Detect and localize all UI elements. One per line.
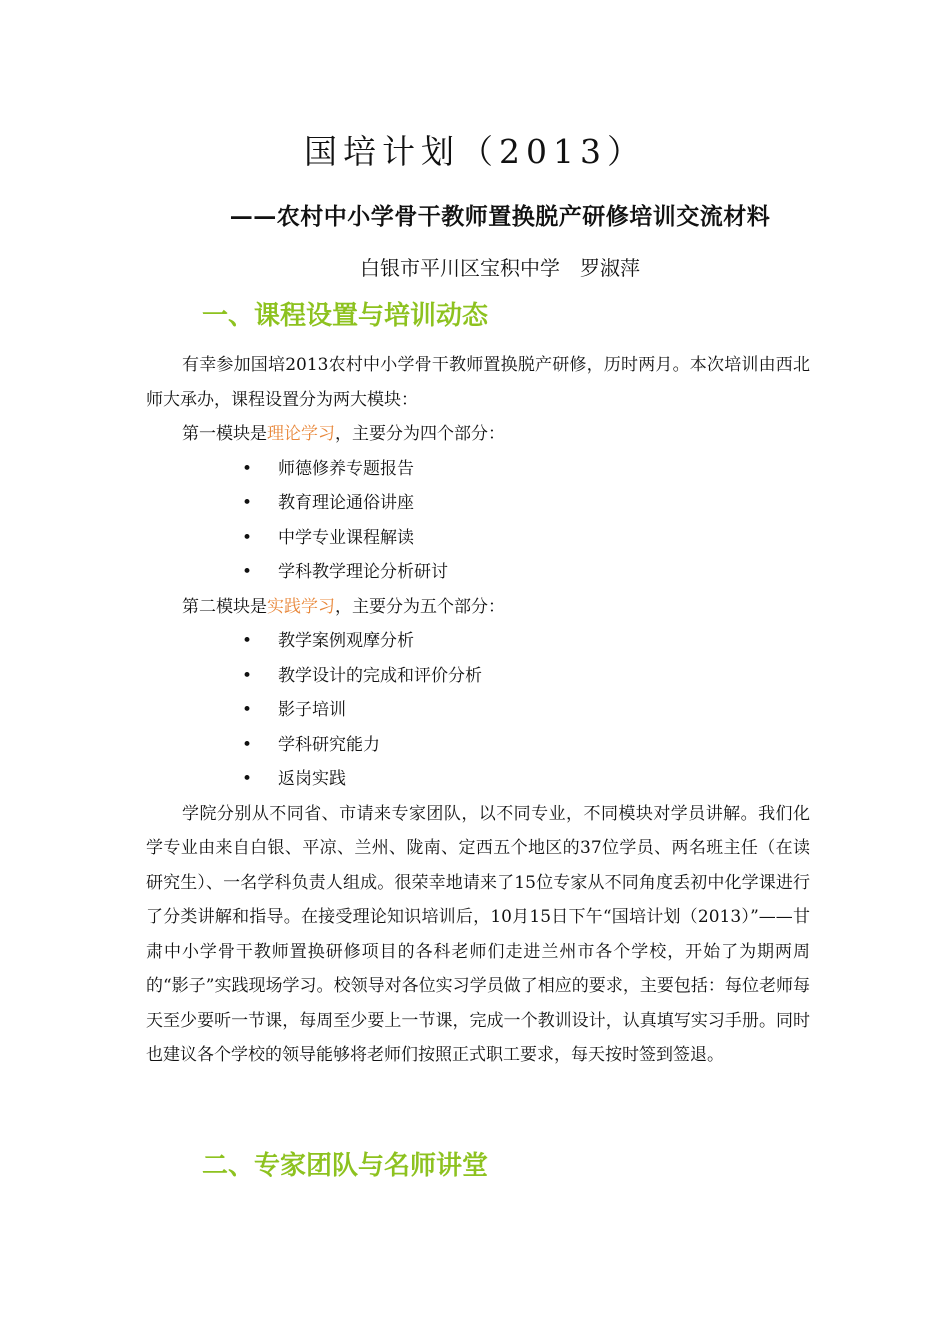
list-item-text: 教学案例观摩分析 [278,631,414,651]
bullet-icon: • [242,734,253,755]
bullet-icon: • [242,562,253,582]
section-heading-1: 一、课程设置与培训动态 [202,301,489,331]
list-item-text: 返岗实践 [278,769,346,789]
author-line: 白银市平川区宝积中学 罗淑萍 [360,256,640,280]
document-subtitle: ——农村中小学骨干教师置换脱产研修培训交流材料 [229,203,771,230]
list-item [146,624,810,659]
list-item [146,659,810,694]
module-2-list [146,624,810,797]
list-item-text: 教学设计的完成和评价分析 [278,665,482,686]
module-2-highlight: 实践学习 [267,596,335,617]
list-item-text: 影子培训 [278,700,346,720]
bullet-icon: • [242,631,253,651]
module-2-suffix: ，主要分为五个部分： [335,596,505,617]
list-item [146,486,810,521]
list-item [146,728,810,763]
bullet-icon: • [242,458,253,479]
list-item-text: 学科教学理论分析研讨 [278,562,448,582]
list-item [146,555,810,590]
list-item [146,521,810,556]
module-1-suffix: ，主要分为四个部分： [335,424,505,444]
bullet-icon: • [242,700,253,720]
section-heading-2: 二、专家团队与名师讲堂 [202,1151,489,1181]
list-item-text: 师德修养专题报告 [278,458,414,479]
list-item-text: 中学专业课程解读 [278,527,414,548]
section-1-content [146,348,810,1073]
bullet-icon: • [242,665,253,686]
module-2-prefix: 第二模块是 [182,596,267,617]
body-paragraph: 学院分别从不同省、市请来专家团队，以不同专业，不同模块对学员讲解。我们化学专业由来自白银、平凉、兰州、陇南、定西五个地区的37位学员、两名班主任（在读研究生）、一名学科负责人组成。很荣幸地请来了15位专家从不同角度丢初中化学课进行了分类讲解和指导。在接受理论知识培训后，10月15日下午“国培计划（2013）”——甘肃中小学骨干教师置换研修项目的各科老师们走进兰州市各个学校，开始了为期两周的“影子”实践现场学习。校领导对各位实习学员做了相应的要求，主要包括：每位老师每天至少要听一节课，每周至少要上一节课，完成一个教训设计，认真填写实习手册。同时也建议各个学校的领导能够将老师们按照正式职工要求，每天按时签到签退。 [146,803,810,1065]
module-1-line [146,417,810,452]
list-item [146,693,810,728]
intro-paragraph: 有幸参加国培2013农村中小学骨干教师置换脱产研修，历时两月。本次培训由西北师大承办，课程设置分为两大模块： [146,355,810,410]
module-2-line [146,590,810,625]
bullet-icon: • [242,493,253,513]
list-item [146,452,810,487]
list-item-text: 教育理论通俗讲座 [278,493,414,513]
bullet-icon: • [242,527,253,548]
module-1-list [146,452,810,590]
module-1-prefix: 第一模块是 [182,424,267,444]
list-item [146,762,810,797]
list-item-text: 学科研究能力 [278,734,380,755]
document-title: 国培计划（2013） [304,132,646,171]
module-1-highlight: 理论学习 [267,424,335,444]
bullet-icon: • [242,769,253,789]
